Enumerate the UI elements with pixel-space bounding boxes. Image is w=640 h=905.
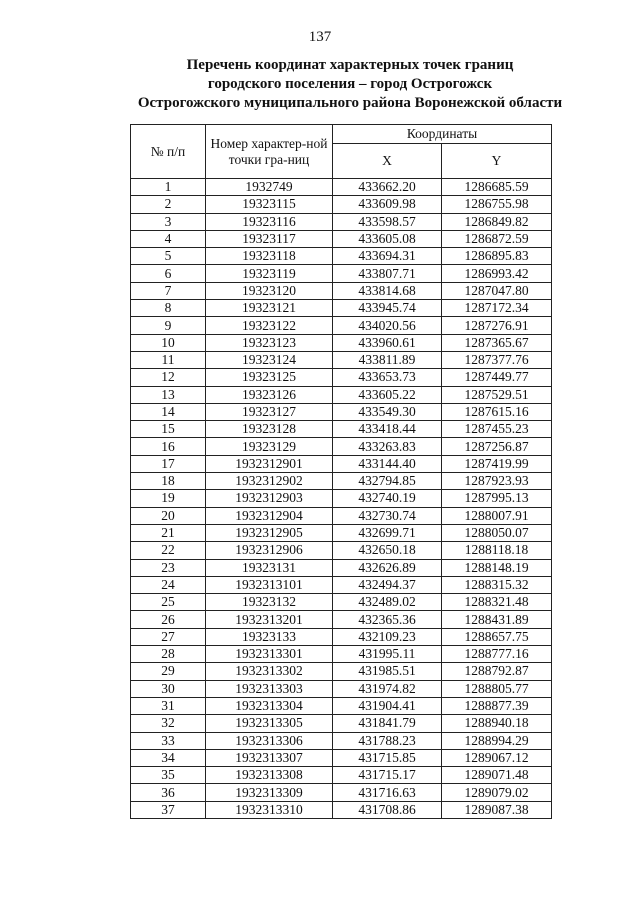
row-number-cell: 9 [131,317,206,334]
y-coordinate-cell: 1287276.91 [442,317,552,334]
y-coordinate-cell: 1288877.39 [442,697,552,714]
table-row [131,594,552,611]
row-number-cell: 7 [131,282,206,299]
x-coordinate-cell: 431974.82 [333,680,442,697]
y-coordinate-cell: 1287047.80 [442,282,552,299]
y-coordinate-cell: 1288315.32 [442,576,552,593]
point-number-cell: 1932313303 [206,680,333,697]
header-y: Y [442,144,552,179]
x-coordinate-cell: 431708.86 [333,801,442,818]
row-number-cell: 14 [131,403,206,420]
x-coordinate-cell: 433609.98 [333,196,442,213]
row-number-cell: 28 [131,646,206,663]
row-number-cell: 11 [131,351,206,368]
x-coordinate-cell: 432794.85 [333,473,442,490]
table-row [131,351,552,368]
row-number-cell: 22 [131,542,206,559]
table-row [131,680,552,697]
point-number-cell: 19323124 [206,351,333,368]
x-coordinate-cell: 432699.71 [333,524,442,541]
point-number-cell: 1932313305 [206,715,333,732]
y-coordinate-cell: 1289079.02 [442,784,552,801]
point-number-cell: 19323125 [206,369,333,386]
x-coordinate-cell: 432740.19 [333,490,442,507]
table-row [131,767,552,784]
point-number-cell: 19323131 [206,559,333,576]
table-row [131,542,552,559]
x-coordinate-cell: 433662.20 [333,179,442,196]
point-number-cell: 1932313302 [206,663,333,680]
row-number-cell: 37 [131,801,206,818]
row-number-cell: 6 [131,265,206,282]
y-coordinate-cell: 1287377.76 [442,351,552,368]
x-coordinate-cell: 431995.11 [333,646,442,663]
point-number-cell: 19323116 [206,213,333,230]
point-number-cell: 1932749 [206,179,333,196]
table-row [131,784,552,801]
row-number-cell: 23 [131,559,206,576]
point-number-cell: 19323123 [206,334,333,351]
title-line-2: городского поселения – город Острогожск [207,76,493,92]
point-number-cell: 1932313310 [206,801,333,818]
table-row [131,559,552,576]
x-coordinate-cell: 433549.30 [333,403,442,420]
table-row [131,697,552,714]
y-coordinate-cell: 1287256.87 [442,438,552,455]
point-number-cell: 1932313306 [206,732,333,749]
point-number-cell: 19323129 [206,438,333,455]
x-coordinate-cell: 433144.40 [333,455,442,472]
y-coordinate-cell: 1286895.83 [442,248,552,265]
row-number-cell: 31 [131,697,206,714]
row-number-cell: 34 [131,749,206,766]
y-coordinate-cell: 1288148.19 [442,559,552,576]
y-coordinate-cell: 1288792.87 [442,663,552,680]
x-coordinate-cell: 433263.83 [333,438,442,455]
x-coordinate-cell: 433807.71 [333,265,442,282]
table-row [131,715,552,732]
y-coordinate-cell: 1286685.59 [442,179,552,196]
table-row [131,403,552,420]
point-number-cell: 19323119 [206,265,333,282]
y-coordinate-cell: 1288007.91 [442,507,552,524]
table-row [131,611,552,628]
row-number-cell: 1 [131,179,206,196]
y-coordinate-cell: 1286849.82 [442,213,552,230]
row-number-cell: 35 [131,767,206,784]
x-coordinate-cell: 433605.22 [333,386,442,403]
row-number-cell: 10 [131,334,206,351]
point-number-cell: 1932312905 [206,524,333,541]
y-coordinate-cell: 1286872.59 [442,230,552,247]
point-number-cell: 19323132 [206,594,333,611]
row-number-cell: 29 [131,663,206,680]
y-coordinate-cell: 1286755.98 [442,196,552,213]
table-row [131,732,552,749]
table-row [131,213,552,230]
point-number-cell: 19323117 [206,230,333,247]
row-number-cell: 24 [131,576,206,593]
y-coordinate-cell: 1288777.16 [442,646,552,663]
row-number-cell: 36 [131,784,206,801]
y-coordinate-cell: 1288657.75 [442,628,552,645]
document-title [100,56,600,113]
y-coordinate-cell: 1289067.12 [442,749,552,766]
y-coordinate-cell: 1287615.16 [442,403,552,420]
y-coordinate-cell: 1287172.34 [442,300,552,317]
point-number-cell: 19323128 [206,421,333,438]
table-row [131,265,552,282]
table-row [131,334,552,351]
point-number-cell: 19323120 [206,282,333,299]
x-coordinate-cell: 431716.63 [333,784,442,801]
table-row [131,663,552,680]
page-number: 137 [308,29,332,45]
y-coordinate-cell: 1288805.77 [442,680,552,697]
row-number-cell: 5 [131,248,206,265]
table-row [131,473,552,490]
x-coordinate-cell: 433653.73 [333,369,442,386]
y-coordinate-cell: 1287923.93 [442,473,552,490]
y-coordinate-cell: 1287995.13 [442,490,552,507]
y-coordinate-cell: 1286993.42 [442,265,552,282]
x-coordinate-cell: 433945.74 [333,300,442,317]
table-row [131,300,552,317]
point-number-cell: 1932312903 [206,490,333,507]
x-coordinate-cell: 432489.02 [333,594,442,611]
row-number-cell: 4 [131,230,206,247]
y-coordinate-cell: 1289087.38 [442,801,552,818]
table-row [131,576,552,593]
row-number-cell: 21 [131,524,206,541]
x-coordinate-cell: 432494.37 [333,576,442,593]
x-coordinate-cell: 432365.36 [333,611,442,628]
x-coordinate-cell: 431841.79 [333,715,442,732]
row-number-cell: 13 [131,386,206,403]
y-coordinate-cell: 1288940.18 [442,715,552,732]
point-number-cell: 1932312901 [206,455,333,472]
y-coordinate-cell: 1288118.18 [442,542,552,559]
table-row [131,749,552,766]
table-row [131,386,552,403]
table-row [131,282,552,299]
row-number-cell: 8 [131,300,206,317]
x-coordinate-cell: 433694.31 [333,248,442,265]
point-number-cell: 1932313309 [206,784,333,801]
y-coordinate-cell: 1288994.29 [442,732,552,749]
point-number-cell: 1932312904 [206,507,333,524]
point-number-cell: 1932312906 [206,542,333,559]
x-coordinate-cell: 431788.23 [333,732,442,749]
y-coordinate-cell: 1288431.89 [442,611,552,628]
table-row [131,421,552,438]
row-number-cell: 18 [131,473,206,490]
table-body [131,179,552,819]
table-row [131,628,552,645]
y-coordinate-cell: 1287449.77 [442,369,552,386]
x-coordinate-cell: 432730.74 [333,507,442,524]
row-number-cell: 17 [131,455,206,472]
row-number-cell: 2 [131,196,206,213]
y-coordinate-cell: 1288321.48 [442,594,552,611]
point-number-cell: 19323127 [206,403,333,420]
row-number-cell: 20 [131,507,206,524]
x-coordinate-cell: 432650.18 [333,542,442,559]
table-row [131,646,552,663]
y-coordinate-cell: 1287365.67 [442,334,552,351]
table-row [131,230,552,247]
table-row [131,317,552,334]
table-row [131,524,552,541]
table-row [131,369,552,386]
point-number-cell: 19323122 [206,317,333,334]
table-row [131,179,552,196]
x-coordinate-cell: 433811.89 [333,351,442,368]
x-coordinate-cell: 432626.89 [333,559,442,576]
x-coordinate-cell: 434020.56 [333,317,442,334]
point-number-cell: 19323118 [206,248,333,265]
table-row [131,507,552,524]
x-coordinate-cell: 433418.44 [333,421,442,438]
row-number-cell: 3 [131,213,206,230]
point-number-cell: 1932313301 [206,646,333,663]
y-coordinate-cell: 1287529.51 [442,386,552,403]
point-number-cell: 19323133 [206,628,333,645]
point-number-cell: 1932313308 [206,767,333,784]
x-coordinate-cell: 431715.17 [333,767,442,784]
point-number-cell: 1932313307 [206,749,333,766]
point-number-cell: 19323115 [206,196,333,213]
x-coordinate-cell: 433605.08 [333,230,442,247]
row-number-cell: 33 [131,732,206,749]
y-coordinate-cell: 1287419.99 [442,455,552,472]
table-row [131,490,552,507]
point-number-cell: 1932313101 [206,576,333,593]
x-coordinate-cell: 432109.23 [333,628,442,645]
title-line-3: Острогожского муниципального района Воронежской области [137,95,563,111]
y-coordinate-cell: 1289071.48 [442,767,552,784]
table-row [131,438,552,455]
table-row [131,801,552,818]
y-coordinate-cell: 1287455.23 [442,421,552,438]
row-number-cell: 15 [131,421,206,438]
table-row [131,196,552,213]
header-point-number: Номер характер-ной точки гра-ниц [206,125,333,179]
row-number-cell: 19 [131,490,206,507]
point-number-cell: 19323126 [206,386,333,403]
row-number-cell: 32 [131,715,206,732]
row-number-cell: 16 [131,438,206,455]
header-coordinates: Координаты [333,125,552,144]
y-coordinate-cell: 1288050.07 [442,524,552,541]
point-number-cell: 1932313201 [206,611,333,628]
x-coordinate-cell: 431715.85 [333,749,442,766]
point-number-cell: 19323121 [206,300,333,317]
x-coordinate-cell: 433814.68 [333,282,442,299]
row-number-cell: 30 [131,680,206,697]
header-row-number: № п/п [131,125,206,179]
x-coordinate-cell: 433598.57 [333,213,442,230]
x-coordinate-cell: 431985.51 [333,663,442,680]
title-line-1: Перечень координат характерных точек границ [186,57,514,73]
row-number-cell: 12 [131,369,206,386]
coordinates-table [130,124,552,819]
header-x: X [333,144,442,179]
table-row [131,248,552,265]
x-coordinate-cell: 433960.61 [333,334,442,351]
point-number-cell: 1932313304 [206,697,333,714]
row-number-cell: 26 [131,611,206,628]
x-coordinate-cell: 431904.41 [333,697,442,714]
row-number-cell: 27 [131,628,206,645]
table-row [131,455,552,472]
point-number-cell: 1932312902 [206,473,333,490]
row-number-cell: 25 [131,594,206,611]
